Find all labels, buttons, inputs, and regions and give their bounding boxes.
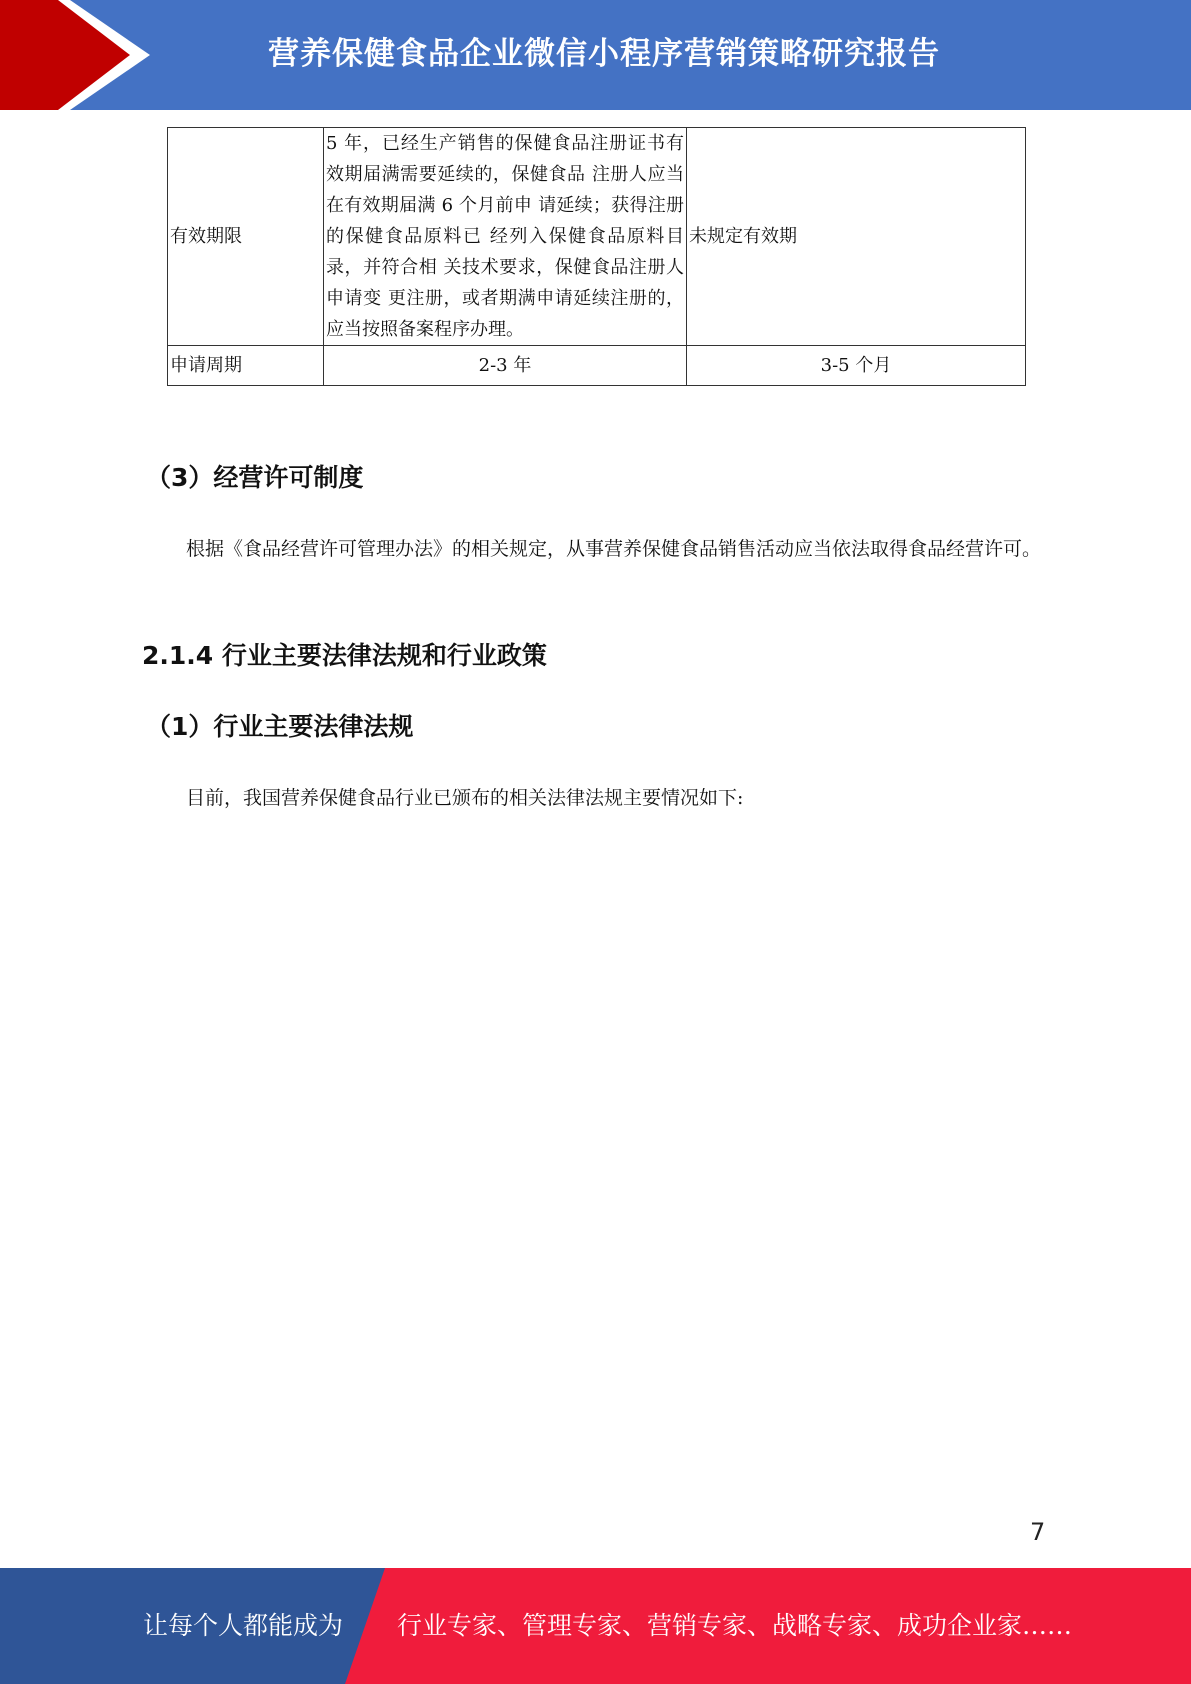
table-cell-filing: 3-5 个月: [687, 346, 1026, 386]
footer-slogan-left: 让每个人都能成为: [143, 1611, 344, 1640]
table-cell-label: 申请周期: [168, 346, 324, 386]
registration-comparison-table: [167, 127, 1026, 386]
section-heading-laws-policies: 2.1.4 行业主要法律法规和行业政策: [142, 641, 547, 670]
table-cell-registration: 2-3 年: [324, 346, 687, 386]
section-heading-business-license: （3）经营许可制度: [146, 463, 364, 492]
section-heading-main-laws: （1）行业主要法律法规: [146, 712, 414, 741]
table-row: [168, 346, 1026, 386]
table-cell-registration: 5 年，已经生产销售的保健食品注册证书有效期届满需要延续的，保健食品 注册人应当在有效期届满 6 个月前申 请延续；获得注册的保健食品原料已 经列入保健食品原料目录，并符合相 关技术要求，保健食品注册人申请变 更注册，或者期满申请延续注册的， 应当按照备案程序办理。: [324, 128, 687, 346]
table-cell-filing: 未规定有效期: [687, 128, 1026, 346]
page-footer: [0, 1568, 1191, 1684]
page-header: [0, 0, 1191, 110]
table-row: [168, 128, 1026, 346]
header-arrow-icon: [0, 0, 160, 110]
table-cell-label: 有效期限: [168, 128, 324, 346]
paragraph-main-laws: 目前，我国营养保健食品行业已颁布的相关法律法规主要情况如下:: [186, 787, 744, 809]
header-title: 营养保健食品企业微信小程序营销策略研究报告: [268, 36, 940, 72]
paragraph-business-license: 根据《食品经营许可管理办法》的相关规定，从事营养保健食品销售活动应当依法取得食品经营许可。: [186, 538, 1042, 560]
footer-slogan-right: 行业专家、管理专家、营销专家、战略专家、成功企业家……: [397, 1611, 1073, 1640]
page-number: 7: [1030, 1518, 1046, 1546]
